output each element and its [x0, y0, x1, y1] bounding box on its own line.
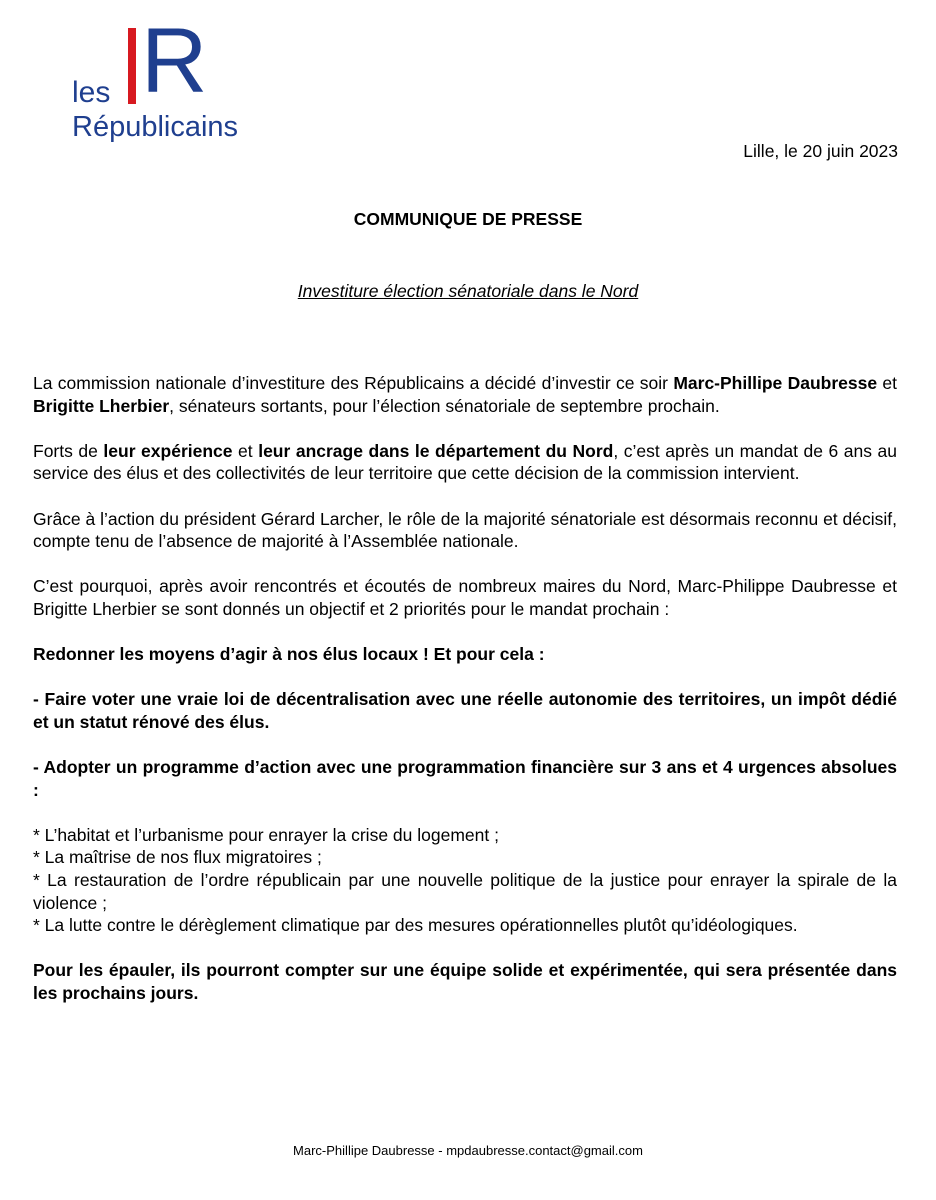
paragraph-1-name-lherbier: Brigitte Lherbier [33, 395, 170, 416]
paragraph-8-closing: Pour les épauler, ils pourront compter sur une équipe solide et expérimentée, qui sera présentée dans les prochains jours. [33, 960, 897, 1004]
list-item: * La maîtrise de nos flux migratoires ; [33, 847, 322, 868]
list-item: * La lutte contre le dérèglement climatique par des mesures opérationnelles plutôt qu’idéologiques. [33, 915, 798, 936]
press-release-body [33, 372, 897, 1027]
paragraph-1-text-c: et [877, 373, 897, 393]
list-item: * L’habitat et l’urbanisme pour enrayer la crise du logement ; [33, 824, 499, 845]
paragraph-1-name-daubresse: Marc-Phillipe Daubresse [673, 373, 878, 393]
paragraph-1 [33, 372, 897, 417]
les-republicains-logo [70, 20, 260, 150]
list-item: * La restauration de l’ordre républicain par une nouvelle politique de la justice pour enrayer la spirale de la violence ; [33, 870, 897, 913]
paragraph-5-objective: Redonner les moyens d’agir à nos élus locaux ! Et pour cela : [33, 644, 545, 665]
paragraph-6-priority-1: - Faire voter une vraie loi de décentralisation avec une réelle autonomie des territoires, un impôt dédié et un statut rénové des élus. [33, 689, 897, 732]
paragraph-2-text-c: et [232, 440, 259, 461]
logo-red-bar [128, 28, 136, 104]
press-release-title: COMMUNIQUE DE PRESSE [353, 209, 583, 229]
paragraph-7-priority-2: - Adopter un programme d’action avec une programmation financière sur 3 ans et 4 urgences absolues : [33, 757, 897, 800]
logo-text-les: les [72, 76, 111, 109]
paragraph-2-text-a: Forts de [33, 440, 104, 461]
paragraph-2-text-e: , c’est après un mandat de 6 ans au service des élus et des collectivités de leur territoire que cette décision de la commission intervient. [33, 440, 898, 484]
footer-contact: Marc-Phillipe Daubresse - mpdaubresse.contact@gmail.com [293, 1143, 643, 1158]
date-line: Lille, le 20 juin 2023 [743, 141, 898, 161]
paragraph-2 [33, 440, 897, 485]
paragraph-2-bold-d: leur ancrage dans le département du Nord [258, 440, 614, 461]
logo-r-letter: R [141, 20, 208, 112]
paragraph-1-text-e: , sénateurs sortants, pour l’élection sénatoriale de septembre prochain. [169, 395, 720, 416]
paragraph-3: Grâce à l’action du président Gérard Larcher, le rôle de la majorité sénatoriale est désormais reconnu et décisif, compte tenu de l’absence de majorité à l’Assemblée nationale. [33, 508, 897, 552]
paragraph-4: C’est pourquoi, après avoir rencontrés et écoutés de nombreux maires du Nord, Marc-Philippe Daubresse et Brigitte Lherbier se sont donnés un objectif et 2 priorités pour le mandat prochain : [33, 576, 897, 619]
press-release-subtitle: Investiture élection sénatoriale dans le Nord [297, 281, 639, 301]
logo-text-republicains: Républicains [72, 111, 239, 143]
paragraph-1-text-a: La commission nationale d’investiture des Républicains a décidé d’investir ce soir [33, 373, 674, 393]
logo-mark [70, 20, 260, 150]
paragraph-2-bold-b: leur expérience [103, 440, 233, 461]
